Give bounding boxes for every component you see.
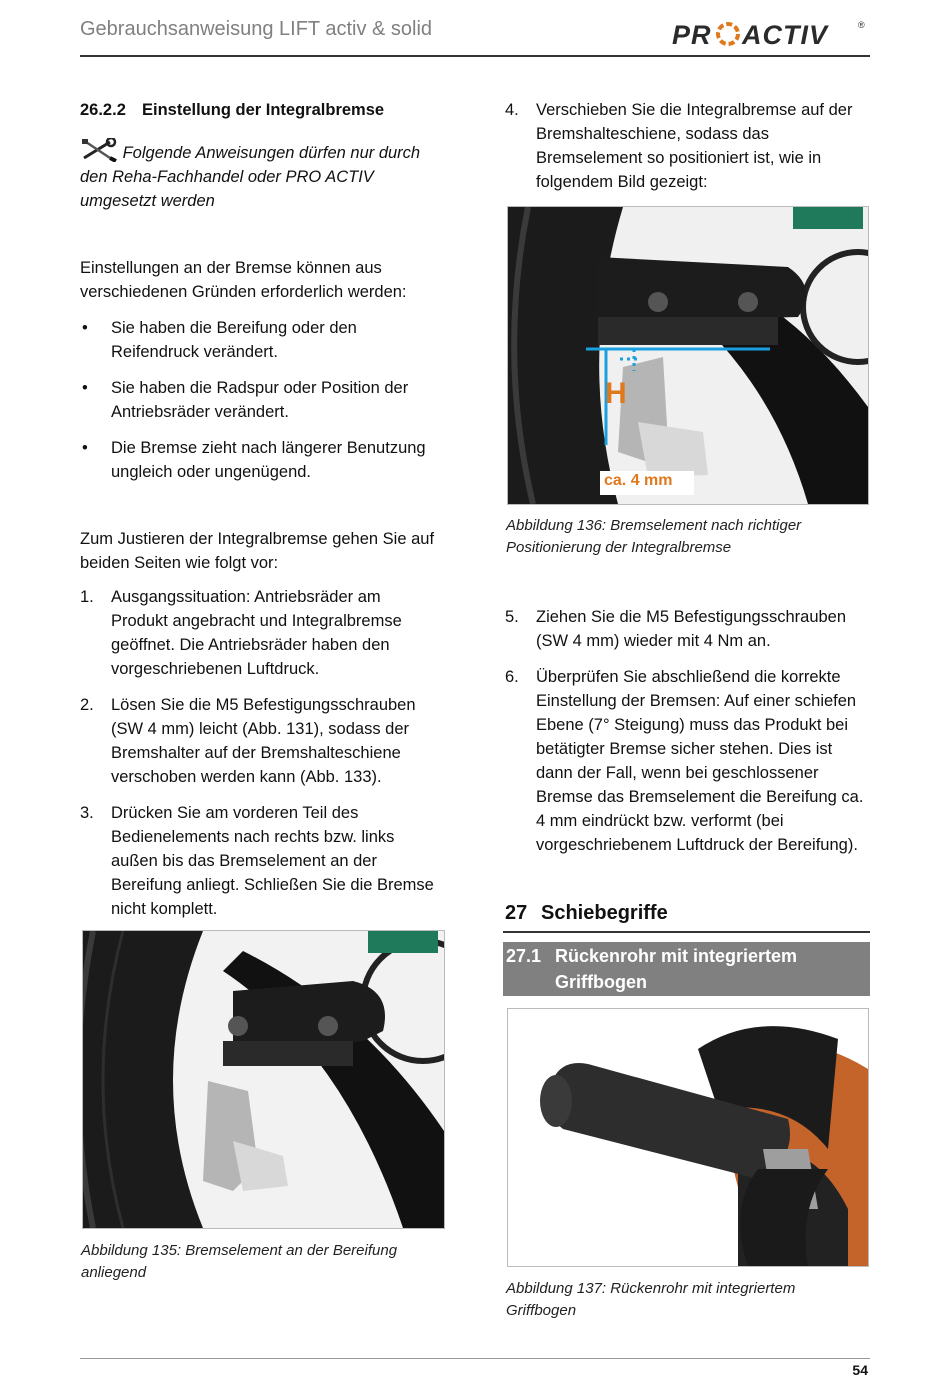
step-item: 4. Verschieben Sie die Integralbremse auf der Bremshalteschiene, sodass das Bremselement so positioniert ist, wie in folgendem Bild gezeigt: xyxy=(505,101,853,191)
subsection-title-line1: Rückenrohr mit integriertem xyxy=(555,946,798,966)
figure-136-caption: Abbildung 136: Bremselement nach richtiger Positionierung der Integralbremse xyxy=(506,517,802,556)
section-number: 26.2.2 xyxy=(80,101,126,119)
header-rule xyxy=(80,55,870,57)
figure-137-caption: Abbildung 137: Rückenrohr mit integriertem Griffbogen xyxy=(506,1280,796,1319)
measure-label: ca. 4 mm xyxy=(604,472,673,489)
document-title: Gebrauchsanweisung LIFT activ & solid xyxy=(80,18,433,40)
section-title: Einstellung der Integralbremse xyxy=(142,101,385,119)
chapter-heading xyxy=(505,902,870,925)
intro-paragraph: Einstellungen an der Bremse können aus verschiedenen Gründen erforderlich werden: xyxy=(80,259,407,301)
steps-list-right-b xyxy=(505,605,869,869)
step-item: 5. Ziehen Sie die M5 Befestigungsschrauben (SW 4 mm) wieder mit 4 Nm an. xyxy=(505,608,847,650)
step-item: 1. Ausgangssituation: Antriebsräder am Produkt angebracht und Integralbremse geöffnet. Die Antriebsräder haben den vorgeschriebenen Luftdruck. xyxy=(80,588,402,678)
logo-ring-icon xyxy=(718,24,738,44)
height-marker: H xyxy=(605,377,627,410)
section-heading xyxy=(80,98,450,122)
service-notice-text: Folgende Anweisungen dürfen nur durch den Reha-Fachhandel oder PRO ACTIV umgesetzt werden xyxy=(80,144,421,210)
step-item: 6. Überprüfen Sie abschließend die korrekte Einstellung der Bremsen: Auf einer schiefen Ebene (7° Steigung) muss das Produkt bei betätigter Bremse sicher stehen. Dies ist dann der Fall, wenn bei geschlossener Bremse das Bremselement die Bereifung ca. 4 mm eindrückt bzw. verformt (bei vorgeschriebenem Luftdruck der Bereifung). xyxy=(505,668,864,854)
chapter-title: Schiebegriffe xyxy=(541,902,668,924)
svg-text:ACTIV: ACTIV xyxy=(742,20,828,50)
adjust-intro-paragraph: Zum Justieren der Integralbremse gehen Sie auf beiden Seiten wie folgt vor: xyxy=(80,530,435,572)
step-item: 2. Lösen Sie die M5 Befestigungsschrauben (SW 4 mm) leicht (Abb. 131), sodass der Bremshalter auf der Bremshalteschiene verschoben werden kann (Abb. 133). xyxy=(80,696,416,786)
step-item: 3. Drücken Sie am vorderen Teil des Bedienelements nach rechts bzw. links außen bis das Bremselement an der Bereifung anliegt. Schließen Sie die Bremse nicht komplett. xyxy=(80,804,434,918)
subsection-title-line2: Griffbogen xyxy=(555,972,647,992)
proactiv-logo xyxy=(670,14,870,54)
service-notice xyxy=(80,138,448,213)
chapter-number: 27 xyxy=(505,902,528,924)
steps-list-right-a xyxy=(505,98,869,206)
subsection-number: 27.1 xyxy=(506,946,542,966)
subsection-heading xyxy=(503,942,870,996)
logo-graphic xyxy=(670,14,870,54)
figure-135-caption: Abbildung 135: Bremselement an der Bereifung anliegend xyxy=(81,1242,398,1281)
reasons-list xyxy=(80,316,448,496)
list-item: • Die Bremse zieht nach längerer Benutzung ungleich oder ungenügend. xyxy=(82,439,426,481)
figure-137-photo xyxy=(507,1008,869,1267)
footer-rule xyxy=(80,1358,870,1359)
figure-135-photo xyxy=(82,930,445,1229)
steps-list-left xyxy=(80,585,442,933)
svg-text:PR: PR xyxy=(672,20,712,50)
list-item: • Sie haben die Radspur oder Position der Antriebsräder verändert. xyxy=(82,379,409,421)
registered-mark: ® xyxy=(858,20,865,30)
wrench-screwdriver-icon xyxy=(80,138,118,160)
figure-136-photo xyxy=(507,206,869,505)
chapter-rule xyxy=(503,931,870,933)
page-number: 54 xyxy=(852,1362,868,1378)
list-item: • Sie haben die Bereifung oder den Reifendruck verändert. xyxy=(82,319,357,361)
